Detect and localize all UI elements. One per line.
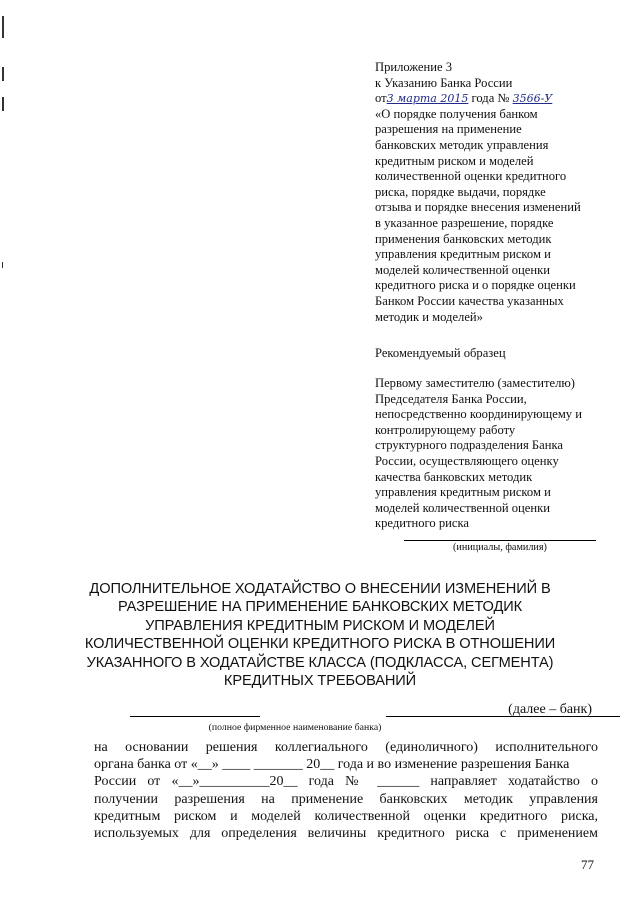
addressee-line: Первому заместителю (заместителю) xyxy=(375,376,575,390)
margin-mark xyxy=(2,97,4,111)
bank-suffix: (далее – банк) xyxy=(508,702,592,717)
margin-mark xyxy=(2,67,4,81)
signature-caption: (инициалы, фамилия) xyxy=(453,542,547,553)
title-line: КОЛИЧЕСТВЕННОЙ ОЦЕНКИ КРЕДИТНОГО РИСКА В ОТНОШЕНИИ xyxy=(84,636,556,653)
appendix-line: разрешения на применение xyxy=(375,122,522,137)
addressee-line: кредитного риска xyxy=(375,516,469,531)
signature-line xyxy=(404,540,596,541)
addressee-line: Председателя Банка России, xyxy=(375,391,527,406)
appendix-line: управления кредитным риском и xyxy=(375,247,551,262)
addressee-line: моделей количественной оценки xyxy=(375,500,550,515)
appendix-line: риска, порядке выдачи, порядке xyxy=(375,184,546,199)
title-line: УПРАВЛЕНИЯ КРЕДИТНЫМ РИСКОМ И МОДЕЛЕЙ xyxy=(145,617,495,634)
title-line: ДОПОЛНИТЕЛЬНОЕ ХОДАТАЙСТВО О ВНЕСЕНИИ ИЗМЕНЕНИЙ В xyxy=(89,581,551,597)
addressee-line: контролирующему работу xyxy=(375,422,516,437)
date-prefix: от xyxy=(375,91,387,106)
title-line: РАЗРЕШЕНИЕ НА ПРИМЕНЕНИЕ БАНКОВСКИХ МЕТОДИК xyxy=(117,599,523,616)
body-line: органа банка от «__» ____ _______ 20__ года и во изменение разрешения Банка xyxy=(94,757,570,773)
appendix-line: Приложение 3 xyxy=(375,60,453,74)
appendix-line: методик и моделей» xyxy=(375,309,483,324)
appendix-line: моделей количественной оценки xyxy=(375,262,550,277)
addressee-line: непосредственно координирующему и xyxy=(375,407,582,422)
addressee-block xyxy=(375,376,615,532)
bank-name-row xyxy=(130,702,590,722)
appendix-line: Банком России качества указанных xyxy=(375,293,564,308)
body-line: кредитным риском и моделей количественной оценки кредитного риска, xyxy=(94,808,598,824)
body-line: России от «__»__________20__ года № ______ направляет ходатайство о xyxy=(94,774,598,790)
appendix-line: отзыва и порядке внесения изменений xyxy=(375,200,581,215)
bank-name-caption: (полное фирменное наименование банка) xyxy=(208,722,382,733)
addressee-line: структурного подразделения Банка xyxy=(375,438,563,453)
recommended-sample-label: Рекомендуемый образец xyxy=(375,346,506,360)
title-line: УКАЗАННОГО В ХОДАТАЙСТВЕ КЛАССА (ПОДКЛАССА, СЕГМЕНТА) xyxy=(86,654,554,671)
margin-mark xyxy=(2,262,3,268)
appendix-date-line xyxy=(375,91,615,107)
addressee-line: качества банковских методик xyxy=(375,469,533,484)
appendix-block xyxy=(375,60,615,325)
body-text xyxy=(94,739,598,842)
addressee-line: России, осуществляющего оценку xyxy=(375,453,559,468)
appendix-line: применения банковских методик xyxy=(375,231,552,246)
bank-name-line xyxy=(130,716,260,717)
appendix-line: кредитного риска и о порядке оценки xyxy=(375,278,576,293)
body-line: используемых для определения величины кредитного риска с применением xyxy=(94,826,598,842)
body-line: получении разрешения на применение банковских методик управления xyxy=(94,791,598,807)
body-line: на основании решения коллегиального (единоличного) исполнительного xyxy=(94,740,598,755)
addressee-line: управления кредитным риском и xyxy=(375,485,551,500)
date-middle: года № xyxy=(471,91,510,106)
handwritten-date: 3 марта 2015 xyxy=(386,92,469,106)
document-title xyxy=(70,580,570,690)
appendix-line: банковских методик управления xyxy=(375,137,549,152)
appendix-line: количественной оценки кредитного xyxy=(375,169,567,184)
appendix-line: кредитным риском и моделей xyxy=(375,153,534,168)
handwritten-number: 3566-У xyxy=(512,92,553,106)
appendix-line: к Указанию Банка России xyxy=(375,75,513,90)
appendix-line: в указанное разрешение, порядке xyxy=(375,215,554,230)
appendix-line: «О порядке получения банком xyxy=(375,106,538,121)
title-line: КРЕДИТНЫХ ТРЕБОВАНИЙ xyxy=(223,673,417,690)
page-number: 77 xyxy=(581,857,594,872)
margin-mark xyxy=(2,16,4,38)
